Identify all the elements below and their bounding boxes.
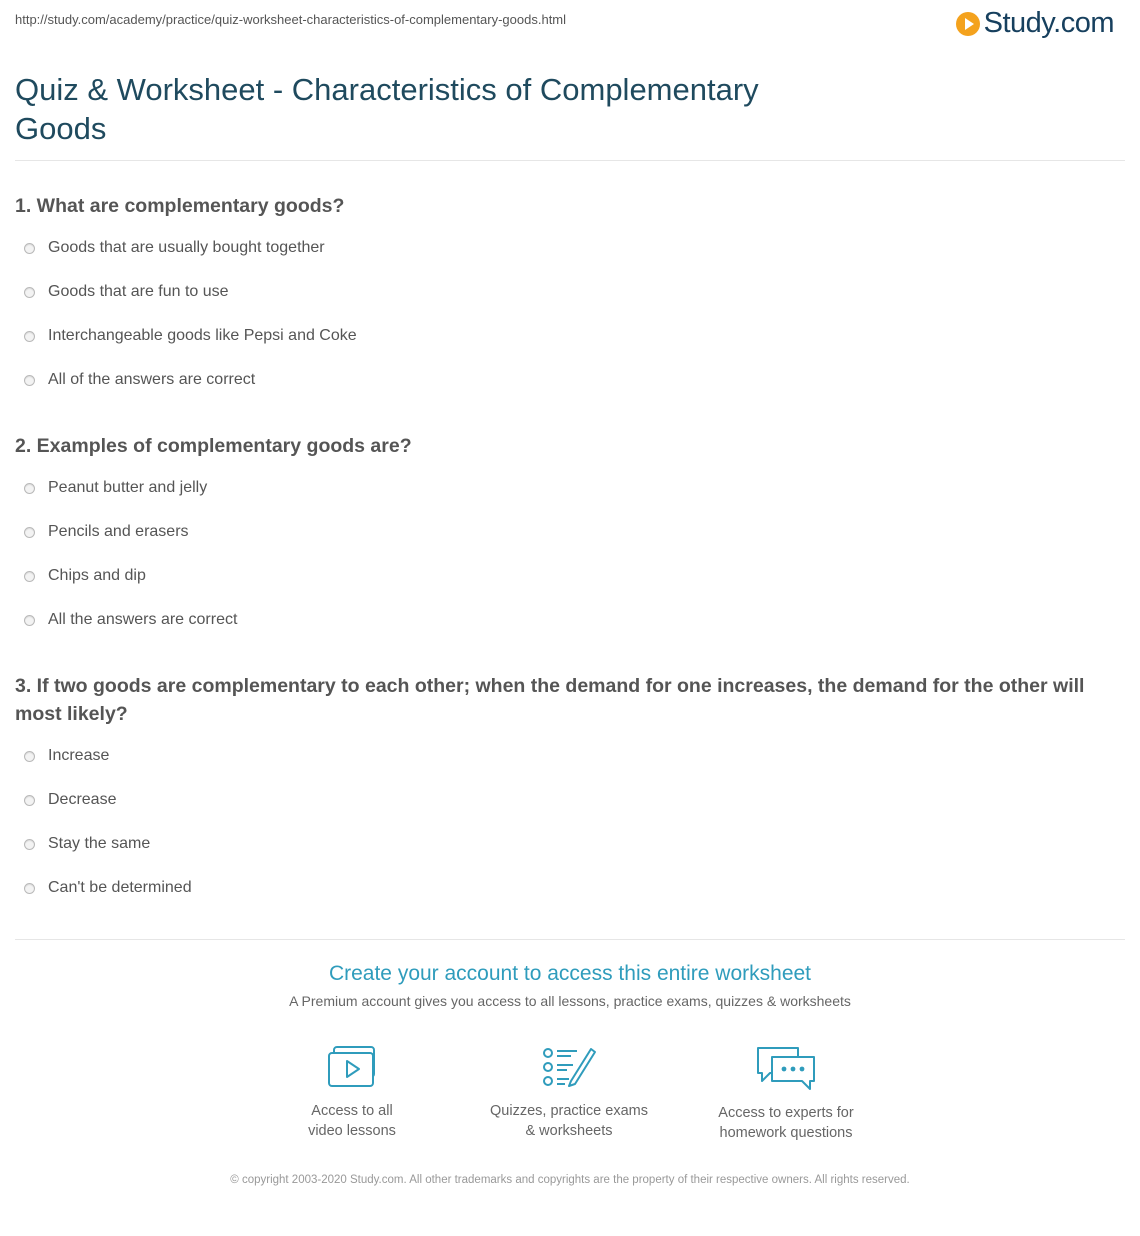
radio-button[interactable] <box>24 527 35 538</box>
answer-label: Pencils and erasers <box>48 523 189 540</box>
answer-label: Increase <box>48 747 110 764</box>
logo-text: Study.com <box>983 7 1114 39</box>
study-logo[interactable] <box>956 7 1114 40</box>
answer-option[interactable] <box>24 523 189 541</box>
feature-experts <box>686 1045 886 1143</box>
radio-button[interactable] <box>24 483 35 494</box>
answer-label: All of the answers are correct <box>48 371 256 388</box>
answer-option[interactable] <box>24 791 116 809</box>
answer-option[interactable] <box>24 747 109 765</box>
feature-line: & worksheets <box>525 1123 613 1139</box>
copyright-notice: © copyright 2003-2020 Study.com. All other trademarks and copyrights are the property of their respective owners. All rights reserved. <box>230 1174 910 1186</box>
answer-option[interactable] <box>24 479 207 497</box>
feature-line: Quizzes, practice exams <box>490 1103 648 1119</box>
answer-option[interactable] <box>24 611 237 629</box>
question-2: 2. Examples of complementary goods are? <box>15 435 412 457</box>
answer-label: Can't be determined <box>48 879 192 896</box>
answer-option[interactable] <box>24 283 229 301</box>
radio-button[interactable] <box>24 615 35 626</box>
feature-line: video lessons <box>308 1123 396 1139</box>
answer-label: Stay the same <box>48 835 151 852</box>
radio-button[interactable] <box>24 795 35 806</box>
answer-label: Goods that are usually bought together <box>48 239 325 256</box>
answer-label: Chips and dip <box>48 567 146 584</box>
answer-label: Decrease <box>48 791 117 808</box>
answer-label: Peanut butter and jelly <box>48 479 208 496</box>
radio-button[interactable] <box>24 287 35 298</box>
question-3: 3. If two goods are complementary to each other; when the demand for one increases, the demand for the other will most likely? <box>15 675 1085 725</box>
answer-option[interactable] <box>24 567 146 585</box>
answer-label: Interchangeable goods like Pepsi and Coke <box>48 327 357 344</box>
chat-bubbles-icon <box>754 1045 818 1091</box>
feature-quizzes <box>469 1045 669 1141</box>
page-title: Quiz & Worksheet - Characteristics of Complementary Goods <box>15 72 759 146</box>
answer-option[interactable] <box>24 879 192 897</box>
radio-button[interactable] <box>24 839 35 850</box>
radio-button[interactable] <box>24 571 35 582</box>
radio-button[interactable] <box>24 375 35 386</box>
premium-description: A Premium account gives you access to all lessons, practice exams, quizzes & worksheets <box>289 993 851 1009</box>
create-account-link[interactable]: Create your account to access this entire worksheet <box>328 962 812 985</box>
quiz-checklist-icon <box>541 1045 597 1089</box>
divider <box>15 160 1125 161</box>
answer-option[interactable] <box>24 371 255 389</box>
radio-button[interactable] <box>24 243 35 254</box>
answer-option[interactable] <box>24 239 325 257</box>
question-1: 1. What are complementary goods? <box>15 195 345 217</box>
divider <box>15 939 1125 940</box>
feature-line: Access to experts for <box>718 1105 854 1121</box>
video-lessons-icon <box>326 1045 378 1089</box>
page-url: http://study.com/academy/practice/quiz-worksheet-characteristics-of-complementary-goods.html <box>15 12 567 27</box>
answer-label: Goods that are fun to use <box>48 283 229 300</box>
answer-option[interactable] <box>24 327 357 345</box>
radio-button[interactable] <box>24 751 35 762</box>
feature-video-lessons <box>252 1045 452 1141</box>
answer-option[interactable] <box>24 835 150 853</box>
play-circle-icon <box>956 12 980 36</box>
radio-button[interactable] <box>24 331 35 342</box>
radio-button[interactable] <box>24 883 35 894</box>
answer-label: All the answers are correct <box>48 611 238 628</box>
feature-line: homework questions <box>719 1125 853 1141</box>
feature-line: Access to all <box>311 1103 393 1119</box>
